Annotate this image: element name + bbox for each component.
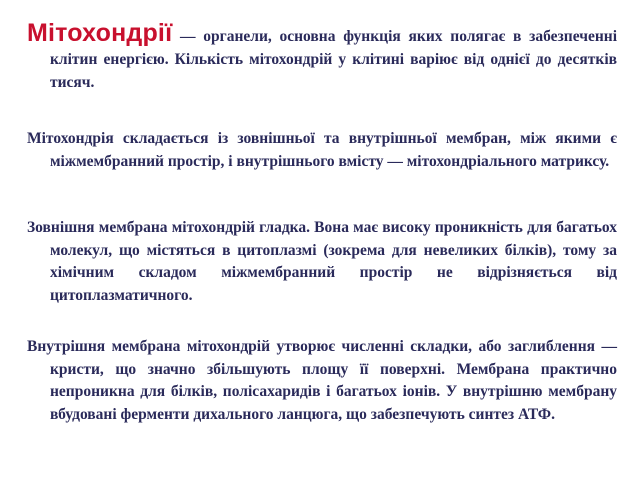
intro-paragraph <box>27 19 617 94</box>
paragraph-outer-membrane: Зовнішня мембрана мітохондрій гладка. Вона має високу проникність для багатьох молекул, що містяться в цитоплазмі (зокрема для невеликих білків), тому за хімічним складом міжмембранний простір не відрізняється від цитоплазматичного. <box>27 219 617 304</box>
paragraph-inner-membrane: Внутрішня мембрана мітохондрій утворює численні складки, або заглиблення — кристи, що значно збільшують площу її поверхні. Мембрана практично непроникна для білків, полісахаридів і багатьох іонів. У внутрішню мембрану вбудовані ферменти дихального ланцюга, що забезпечують синтез АТФ. <box>27 338 617 423</box>
paragraph-structure: Мітохондрія складається із зовнішньої та внутрішньої мембран, між якими є міжмембранний простір, і внутрішнього вмісту — мітохондріального матриксу. <box>27 130 617 170</box>
slide-title: Мітохондрії <box>27 19 173 47</box>
intro-text: — органели, основна функція яких полягає в забезпеченні клітин енергією. Кількість мітохондрій у клітині варіює від однієї до десятків тисяч. <box>50 28 617 91</box>
